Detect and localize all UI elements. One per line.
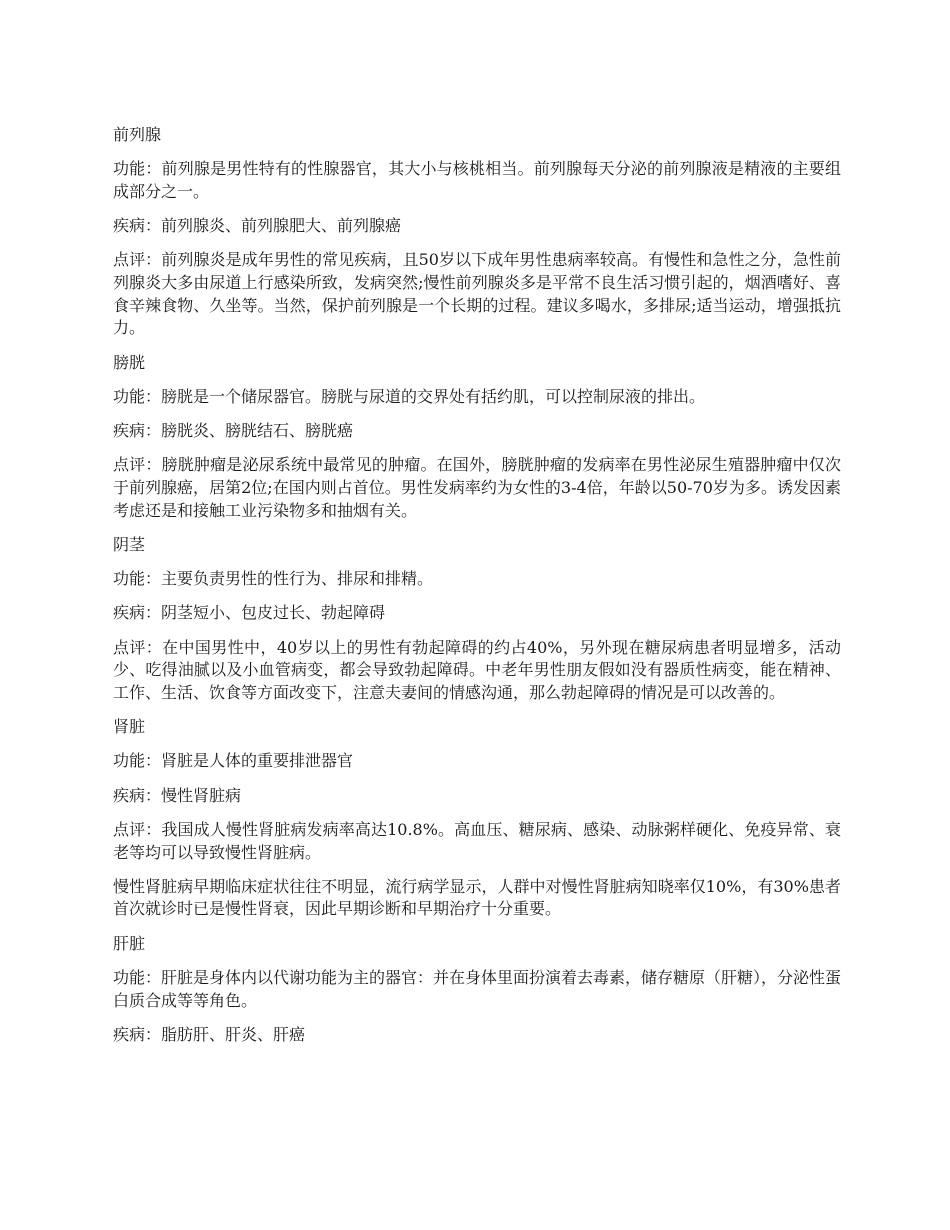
document-body [113, 124, 841, 1058]
paragraph-penis-function: 功能：主要负责男性的性行为、排尿和排精。 [113, 569, 434, 589]
paragraph-penis-commentary: 点评：在中国男性中，40岁以上的男性有勃起障碍的约占40%，另外现在糖尿病患者明显增多，活动少、吃得油腻以及小血管病变，都会导致勃起障碍。中老年男性朋友假如没有器质性病变，能在精神、工作、生活、饮食等方面改变下，注意夫妻间的情感沟通，那么勃起障碍的情况是可以改善的。 [113, 637, 841, 702]
section-heading-prostate: 前列腺 [113, 125, 162, 144]
paragraph-bladder-diseases: 疾病：膀胱炎、膀胱结石、膀胱癌 [113, 421, 354, 441]
paragraph-prostate-commentary: 点评：前列腺炎是成年男性的常见疾病，且50岁以下成年男性患病率较高。有慢性和急性之分，急性前列腺炎大多由尿道上行感染所致，发病突然;慢性前列腺炎多是平常不良生活习惯引起的，烟酒嗜好、喜食辛辣食物、久坐等。当然，保护前列腺是一个长期的过程。建议多喝水，多排尿;适当运动，增强抵抗力。 [113, 250, 841, 338]
section-heading-liver: 肝脏 [113, 933, 146, 953]
section-heading-bladder: 膀胱 [113, 352, 146, 372]
paragraph-kidney-function: 功能：肾脏是人体的重要排泄器官 [113, 751, 354, 771]
paragraph-prostate-function: 功能：前列腺是男性特有的性腺器官，其大小与核桃相当。前列腺每天分泌的前列腺液是精液的主要组成部分之一。 [113, 159, 841, 201]
paragraph-kidney-diseases: 疾病：慢性肾脏病 [113, 785, 242, 805]
paragraph-prostate-diseases: 疾病：前列腺炎、前列腺肥大、前列腺癌 [113, 216, 402, 236]
section-heading-kidney: 肾脏 [113, 717, 146, 737]
section-heading-penis: 阴茎 [113, 534, 146, 554]
paragraph-bladder-commentary: 点评：膀胱肿瘤是泌尿系统中最常见的肿瘤。在国外，膀胱肿瘤的发病率在男性泌尿生殖器肿瘤中仅次于前列腺癌，居第2位;在国内则占首位。男性发病率约为女性的3-4倍，年龄以50-70岁为多。诱发因素考虑还是和接触工业污染物多和抽烟有关。 [113, 455, 841, 520]
paragraph-liver-function: 功能：肝脏是身体内以代谢功能为主的器官：并在身体里面扮演着去毒素，储存糖原（肝糖），分泌性蛋白质合成等等角色。 [113, 968, 842, 1010]
paragraph-penis-diseases: 疾病：阴茎短小、包皮过长、勃起障碍 [113, 603, 386, 623]
paragraph-kidney-commentary-2: 慢性肾脏病早期临床症状往往不明显，流行病学显示，人群中对慢性肾脏病知晓率仅10%，有30%患者首次就诊时已是慢性肾衰，因此早期诊断和早期治疗十分重要。 [113, 876, 841, 919]
paragraph-liver-diseases: 疾病：脂肪肝、肝炎、肝癌 [113, 1024, 306, 1044]
paragraph-kidney-commentary: 点评：我国成人慢性肾脏病发病率高达10.8%。高血压、糖尿病、感染、动脉粥样硬化、免疫异常、衰老等均可以导致慢性肾脏病。 [113, 819, 841, 862]
paragraph-bladder-function: 功能：膀胱是一个储尿器官。膀胱与尿道的交界处有括约肌，可以控制尿液的排出。 [113, 386, 706, 406]
